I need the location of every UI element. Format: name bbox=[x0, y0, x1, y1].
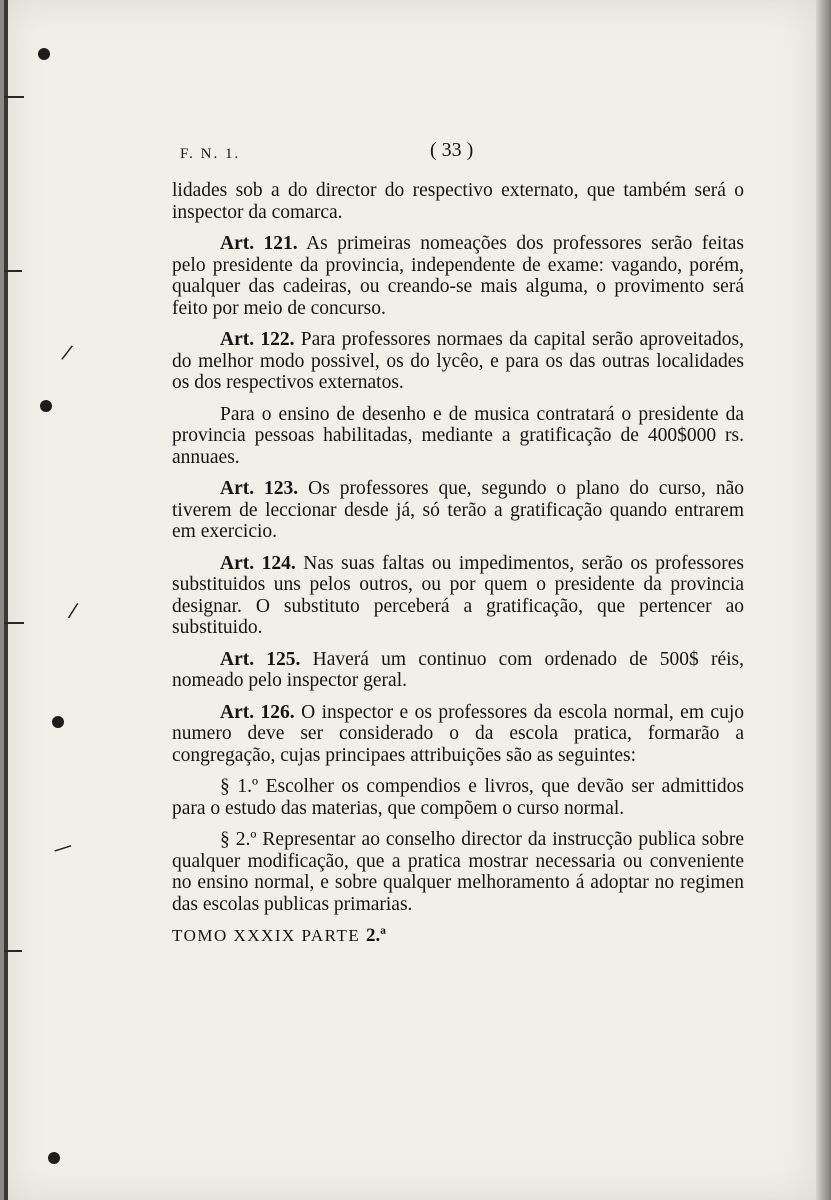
paragraph-text: Representar ao conselho director da instrucção publica sobre qualquer modificação, que a pratica mostrar necessaria ou conveniente no ensino normal, e sobre qualquer melhoramento á adoptar no regimen das escolas publicas primarias. bbox=[172, 829, 745, 915]
punch-hole bbox=[48, 1152, 60, 1164]
paragraph-text: Nas suas faltas ou impedimentos, serão os professores substituidos uns pelos outros, ou por quem o presidente da provincia designar. O substituto perceberá a gratificação, que pertencer ao substituido. bbox=[172, 552, 744, 638]
article bbox=[172, 233, 744, 319]
page-text bbox=[172, 140, 744, 947]
paragraph-text: Os professores que, segundo o plano do curso, não tiverem de leccionar desde já, só terão a gratificação quando entrarem em exercicio. bbox=[172, 478, 745, 542]
volume-number: 2.ª bbox=[366, 925, 386, 946]
page-edge-shadow bbox=[816, 0, 831, 1200]
paragraph-text: lidades sob a do director do respectivo externato, que também será o inspector da comarca. bbox=[172, 180, 744, 223]
binding-edge bbox=[4, 0, 8, 1200]
margin-mark: / bbox=[60, 339, 75, 365]
article bbox=[172, 702, 744, 767]
article bbox=[172, 478, 744, 543]
paragraph bbox=[172, 180, 744, 223]
article-label: Art. 123. bbox=[220, 478, 299, 499]
article bbox=[172, 329, 744, 394]
binding-tick bbox=[4, 950, 22, 952]
punch-hole bbox=[40, 400, 52, 412]
article bbox=[172, 649, 744, 692]
paragraph bbox=[172, 404, 744, 469]
running-head bbox=[172, 140, 744, 170]
running-head-left: F. N. 1. bbox=[180, 146, 241, 162]
page-number: ( 33 ) bbox=[430, 139, 474, 161]
paragraph-text: As primeiras nomeações dos professores serão feitas pelo presidente da provincia, independente de exame: vagando, porém, qualquer das cadeiras, ou creando-se mais alguma, o provimento será feito por meio de concurso. bbox=[172, 233, 744, 319]
binding-tick bbox=[4, 270, 22, 272]
paragraph-text: O inspector e os professores da escola normal, em cujo numero deve ser considerado o da escola pratica, formarão a congregação, cujas principaes attribuições são as seguintes: bbox=[172, 701, 745, 766]
margin-mark: / bbox=[67, 597, 80, 623]
paragraph-text: Para professores normaes da capital serão aproveitados, do melhor modo possivel, os do lycêo, e para os das outras localidades os dos respectivos externatos. bbox=[172, 329, 744, 393]
binding-tick bbox=[4, 96, 24, 98]
article bbox=[172, 553, 744, 639]
article-label: Art. 126. bbox=[220, 701, 295, 723]
binding-tick bbox=[4, 622, 24, 624]
punch-hole bbox=[38, 48, 50, 60]
section-label: § 1.º bbox=[220, 776, 259, 797]
paragraph-text: Haverá um continuo com ordenado de 500$ réis, nomeado pelo inspector geral. bbox=[172, 648, 745, 691]
section-paragraph bbox=[172, 829, 744, 915]
article-label: Art. 125. bbox=[220, 648, 301, 670]
volume-footer bbox=[172, 925, 744, 947]
paragraph-text: Escolher os compendios e livros, que devão ser admittidos para o estudo das materias, que compõem o curso normal. bbox=[172, 776, 745, 819]
article-label: Art. 124. bbox=[220, 552, 296, 574]
article-label: Art. 121. bbox=[220, 233, 298, 254]
section-paragraph bbox=[172, 776, 744, 819]
paragraph-text: Para o ensino de desenho e de musica contratará o presidente da provincia pessoas habilitadas, mediante a gratificação de 400$000 rs. annuaes. bbox=[172, 403, 744, 468]
volume-footer-label: TOMO XXXIX PARTE bbox=[172, 926, 361, 945]
punch-hole bbox=[52, 716, 64, 728]
section-label: § 2.º bbox=[220, 829, 257, 850]
margin-mark: / bbox=[51, 838, 76, 858]
article-label: Art. 122. bbox=[220, 329, 295, 350]
page-sheet bbox=[4, 0, 816, 1200]
